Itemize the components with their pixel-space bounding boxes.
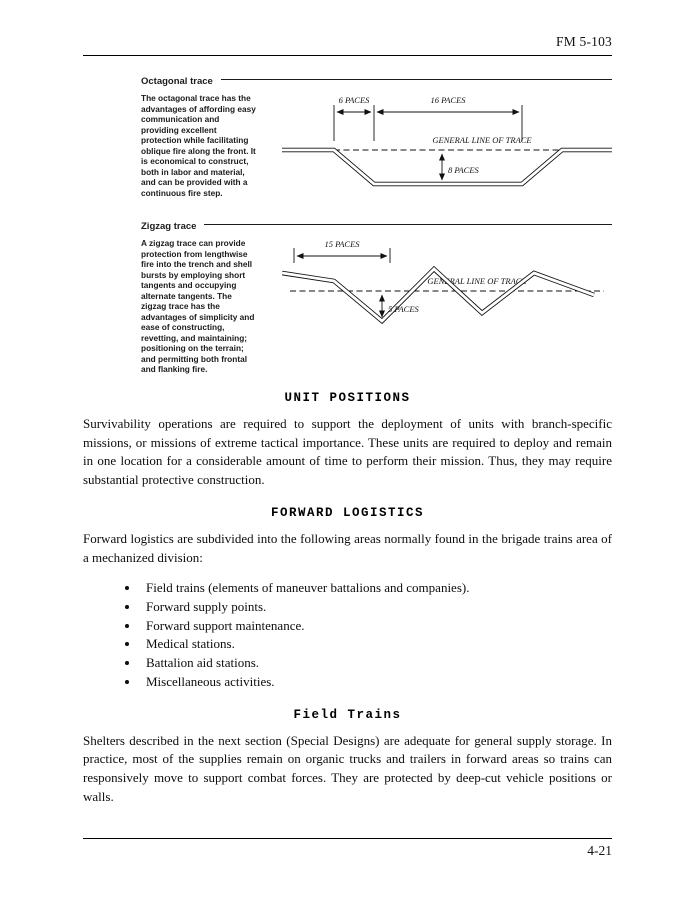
header-rule (83, 55, 612, 56)
octagonal-body (141, 93, 612, 213)
octagonal-title-rule (221, 79, 612, 80)
dim-label-16-paces: 16 PACES (430, 95, 466, 105)
zigzag-trace-title: Zigzag trace (141, 221, 197, 232)
zigzag-trace-diagram (282, 238, 612, 342)
zigzag-body (141, 238, 612, 375)
doc-reference: FM 5-103 (556, 34, 612, 49)
zigzag-description: A zigzag trace can provide protection from lengthwise fire into the trench and shell bursts by employing short tangents and occupying alternate tangents. The zigzag trace has the advantages of simplicity and ease of constructing, revetting, and maintaining; positioning on the terrain; and permitting both frontal and flanking fire. (141, 238, 255, 375)
page-number: 4-21 (587, 843, 612, 858)
list-item-text: Forward supply points. (146, 598, 267, 614)
field-trains-heading: Field Trains (293, 707, 402, 722)
dim-label-5-paces: 5 PACES (388, 304, 419, 314)
dim-label-8-paces: 8 PACES (448, 165, 479, 175)
zigzag-title-rule (204, 224, 612, 225)
zigzag-trace-section (141, 221, 612, 375)
list-item-text: Battalion aid stations. (146, 655, 260, 671)
dim-label-15-paces: 15 PACES (324, 239, 360, 249)
unit-positions-paragraph: Survivability operations are required to support the deployment of units with branch-specific missions, or missions of extreme tactical importance. These units are required to deploy and remain in one location for a considerable amount of time to perform their mission. Thus, they may require substantial protective construction. (83, 415, 612, 488)
trench-trace-figure (141, 76, 612, 375)
list-item (140, 617, 612, 636)
list-item (140, 579, 612, 598)
forward-logistics-paragraph: Forward logistics are subdivided into the following areas normally found in the brigade trains area of a mechanized division: (83, 530, 612, 565)
octagonal-trace-diagram (282, 93, 612, 213)
list-item (140, 635, 612, 654)
list-item-text: Medical stations. (146, 636, 235, 652)
list-item (140, 654, 612, 673)
list-item (140, 598, 612, 617)
list-item-text: Miscellaneous activities. (146, 673, 275, 689)
octagonal-trace-outline (282, 150, 612, 184)
general-line-label: GENERAL LINE OF TRACE (427, 276, 527, 286)
footer-rule (83, 838, 612, 839)
zigzag-title-row (141, 221, 612, 232)
page-header (83, 34, 612, 50)
octagonal-trace-section (141, 76, 612, 213)
list-item-text: Forward support maintenance. (146, 617, 305, 633)
dim-label-6-paces: 6 PACES (338, 95, 370, 105)
octagonal-trace-inner (282, 150, 612, 184)
octagonal-trace-title: Octagonal trace (141, 76, 213, 87)
field-trains-paragraph: Shelters described in the next section (Special Designs) are adequate for general supply storage. In practice, most of the supplies remain on organic trucks and trailers in forward areas so trains can responsively move to support combat forces. They are protected by deep-cut vehicle positions or walls. (83, 732, 612, 804)
octagonal-title-row (141, 76, 612, 87)
list-item-text: Field trains (elements of maneuver battalions and companies). (146, 580, 470, 596)
general-line-label: GENERAL LINE OF TRACE (432, 135, 532, 145)
unit-positions-heading: UNIT POSITIONS (284, 390, 411, 405)
forward-logistics-heading: FORWARD LOGISTICS (270, 505, 425, 520)
forward-logistics-list (83, 579, 612, 691)
list-item (140, 673, 612, 692)
octagonal-description: The octagonal trace has the advantages of affording easy communication and providing excellent protection while facilitating oblique fire along the front. It is economical to construct, both in labor and material, and can be provided with a continuous fire step. (141, 93, 256, 198)
